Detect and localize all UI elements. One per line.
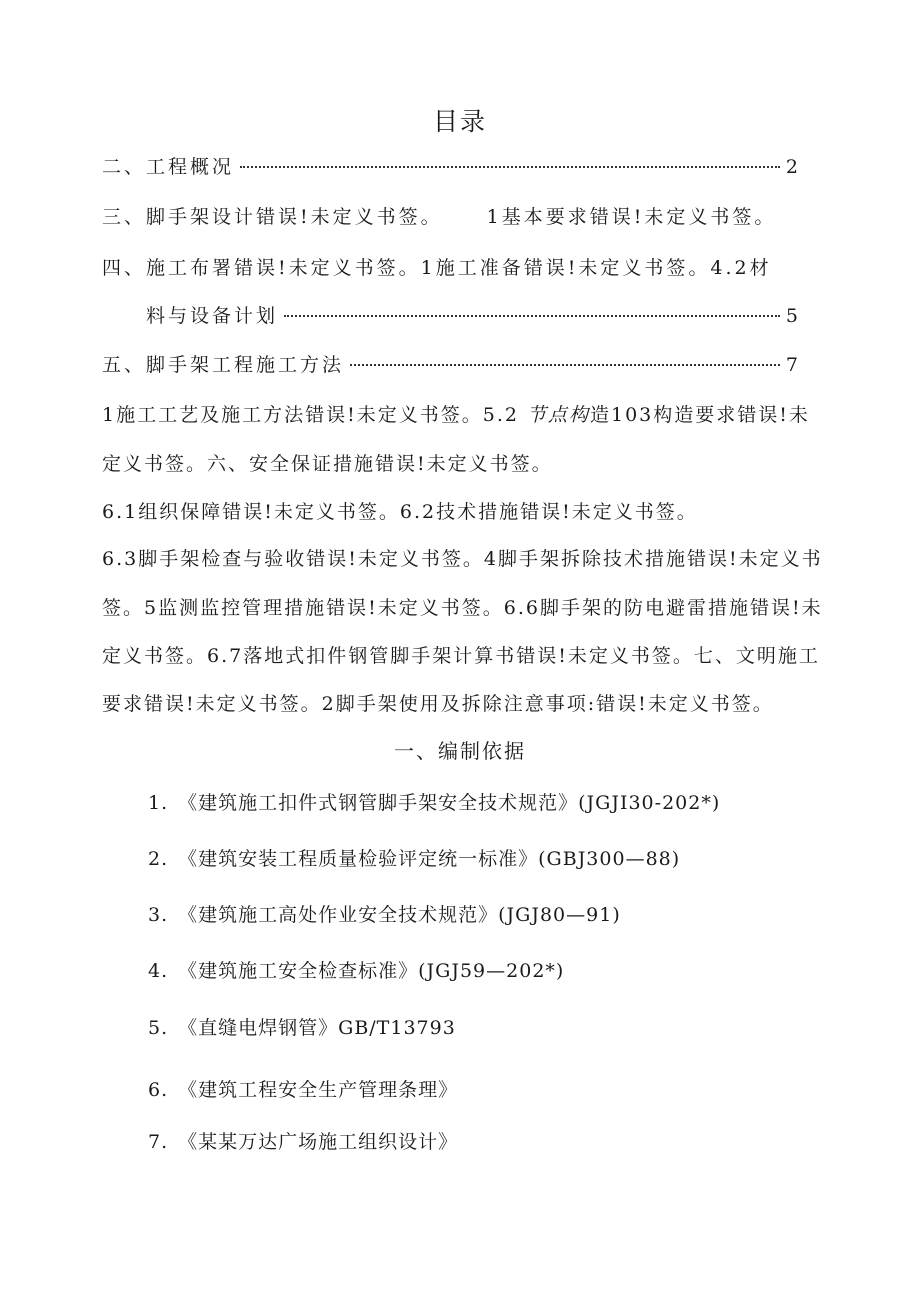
toc-leader-dots [350, 364, 780, 366]
toc-leader-dots [240, 166, 780, 168]
basis-list-item [148, 1127, 458, 1154]
toc-entry[interactable] [102, 202, 798, 232]
list-item-text: 《建筑施工安全检查标准》(JGJ59—202*) [178, 960, 565, 982]
toc-paragraph-line [102, 400, 822, 427]
list-item-index: 7. [148, 1131, 169, 1153]
toc-leader-dots [284, 315, 780, 317]
list-item-text: 《建筑施工扣件式钢管脚手架安全技术规范》(JGJI30-202*) [178, 792, 721, 814]
list-item-index: 4. [148, 960, 169, 982]
basis-list-item [148, 844, 680, 871]
toc-entry-label: 二、工程概况 [102, 156, 235, 178]
toc-entry-label: 四、施工布署错误!未定义书签。1施工准备错误!未定义书签。4.2材 [102, 257, 772, 279]
toc-entry-label: 五、脚手架工程施工方法 [102, 354, 345, 376]
list-item-text: 《直缝电焊钢管》GB/T13793 [178, 1017, 456, 1039]
toc-entry[interactable] [146, 301, 798, 331]
toc-paragraph-line: 6.3脚手架检查与验收错误!未定义书签。4脚手架拆除技术措施错误!未定义书 [102, 548, 823, 570]
basis-list-item [148, 900, 621, 927]
list-item-text: 《建筑工程安全生产管理条理》 [178, 1079, 459, 1101]
list-item-text: 《建筑施工高处作业安全技术规范》(JGJ80—91) [178, 904, 621, 926]
toc-entry[interactable] [102, 152, 798, 182]
toc-entry-page: 5 [785, 305, 798, 327]
list-item-text: 《某某万达广场施工组织设计》 [178, 1131, 459, 1153]
list-item-index: 5. [148, 1017, 169, 1039]
list-item-index: 1. [148, 792, 169, 814]
page-title: 目录 [432, 107, 487, 136]
basis-list-item [148, 1075, 458, 1102]
paragraph-text: 造103构造要求错误!未 [590, 404, 810, 426]
toc-entry[interactable] [102, 350, 798, 380]
list-item-index: 2. [148, 848, 169, 870]
paragraph-italic-text: 节点构 [526, 404, 590, 426]
list-item-index: 3. [148, 904, 169, 926]
toc-paragraph-line: 定义书签。6.7落地式扣件钢管脚手架计算书错误!未定义书签。七、文明施工 [102, 645, 820, 667]
basis-list-item [148, 788, 720, 815]
toc-entry-label: 三、脚手架设计错误!未定义书签。 [102, 206, 443, 228]
basis-list-item [148, 956, 564, 983]
toc-paragraph-line: 签。5监测监控管理措施错误!未定义书签。6.6脚手架的防电避雷措施错误!未 [102, 597, 823, 619]
toc-paragraph-line: 要求错误!未定义书签。2脚手架使用及拆除注意事项:错误!未定义书签。 [102, 693, 774, 715]
toc-entry[interactable] [102, 253, 822, 283]
toc-entry-extra: 1基本要求错误!未定义书签。 [486, 206, 777, 228]
toc-paragraph-line: 定义书签。六、安全保证措施错误!未定义书签。 [102, 453, 553, 475]
toc-entry-label: 料与设备计划 [146, 305, 279, 327]
section-heading: 一、编制依据 [394, 739, 526, 763]
basis-list-item [148, 1013, 456, 1040]
list-item-index: 6. [148, 1079, 169, 1101]
toc-entry-page: 7 [785, 354, 798, 376]
toc-entry-page: 2 [785, 156, 798, 178]
paragraph-text: 1施工工艺及施工方法错误!未定义书签。5.2 [102, 404, 527, 426]
toc-paragraph-line: 6.1组织保障错误!未定义书签。6.2技术措施错误!未定义书签。 [102, 501, 698, 523]
list-item-text: 《建筑安装工程质量检验评定统一标准》(GBJ300—88) [178, 848, 681, 870]
